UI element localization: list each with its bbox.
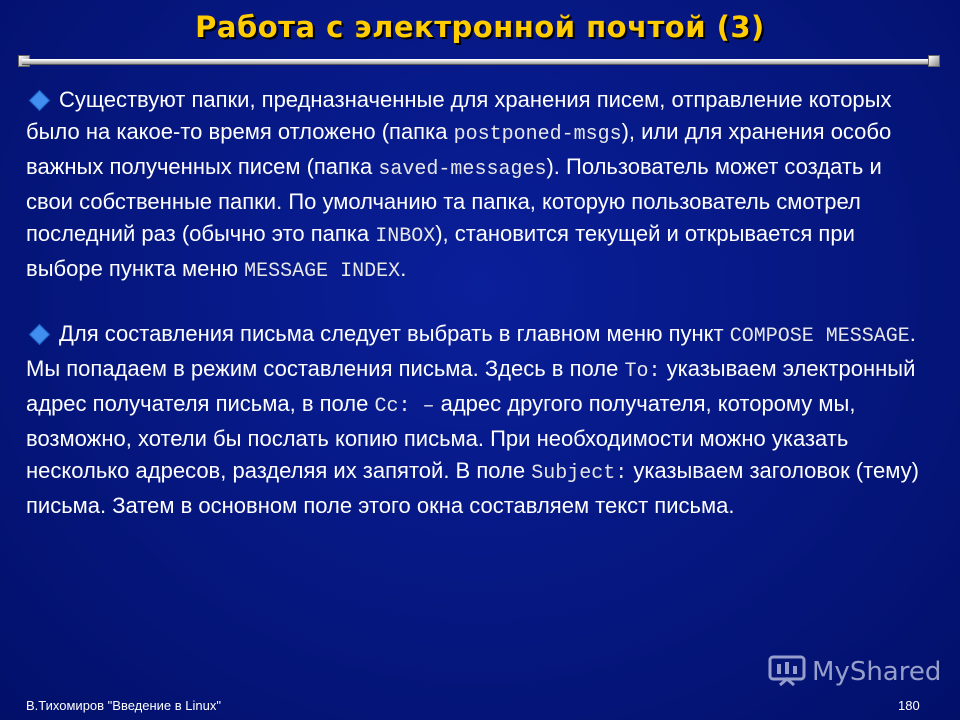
title-divider [18, 55, 940, 69]
code-to-field: To: [624, 360, 661, 383]
myshared-watermark [768, 652, 941, 692]
diamond-bullet-icon [29, 90, 50, 111]
code-postponed-msgs: postponed-msgs [453, 123, 622, 146]
presentation-icon [768, 655, 806, 689]
slide-title: Работа с электронной почтой (3) [195, 10, 765, 44]
paragraph-compose-message: Для составления письма следует выбрать в главном меню пункт COMPOSE MESSAGE. Мы попадаем в режим составления письма. Здесь в поле To: указываем электронный адрес получателя письма, в поле Cc: – адрес другого получателя, которому мы, возможно, хотели бы послать копию письма. При необходимости можно указать несколько адресов, разделяя их запятой. В поле Subject: указываем заголовок (тему) письма. Затем в основном поле этого окна составляем текст письма. [26, 321, 919, 518]
watermark-text: MyShared [812, 657, 942, 687]
paragraph-postponed-folders: Существуют папки, предназначенные для хранения писем, отправление которых было на какое-то время отложено (папка postponed-msgs), или для хранения особо важных полученных писем (папка saved-messages). Пользователь может создать и свои собственные папки. По умолчанию та папка, которую пользователь смотрел последний раз (обычно это папка INBOX), становится текущей и открывается при выборе пункта меню MESSAGE INDEX. [26, 87, 892, 283]
code-saved-messages: saved-messages [378, 158, 547, 181]
code-inbox: INBOX [375, 225, 436, 248]
page-number: 180 [898, 698, 920, 713]
slide-body [26, 84, 934, 552]
diamond-bullet-icon [29, 324, 50, 345]
footer-author: В.Тихомиров "Введение в Linux" [26, 698, 221, 713]
code-message-index: MESSAGE INDEX [244, 260, 401, 283]
code-subject-field: Subject: [531, 462, 628, 485]
code-compose-message: COMPOSE MESSAGE [729, 325, 910, 348]
code-cc-field: Cc: – [374, 395, 435, 418]
